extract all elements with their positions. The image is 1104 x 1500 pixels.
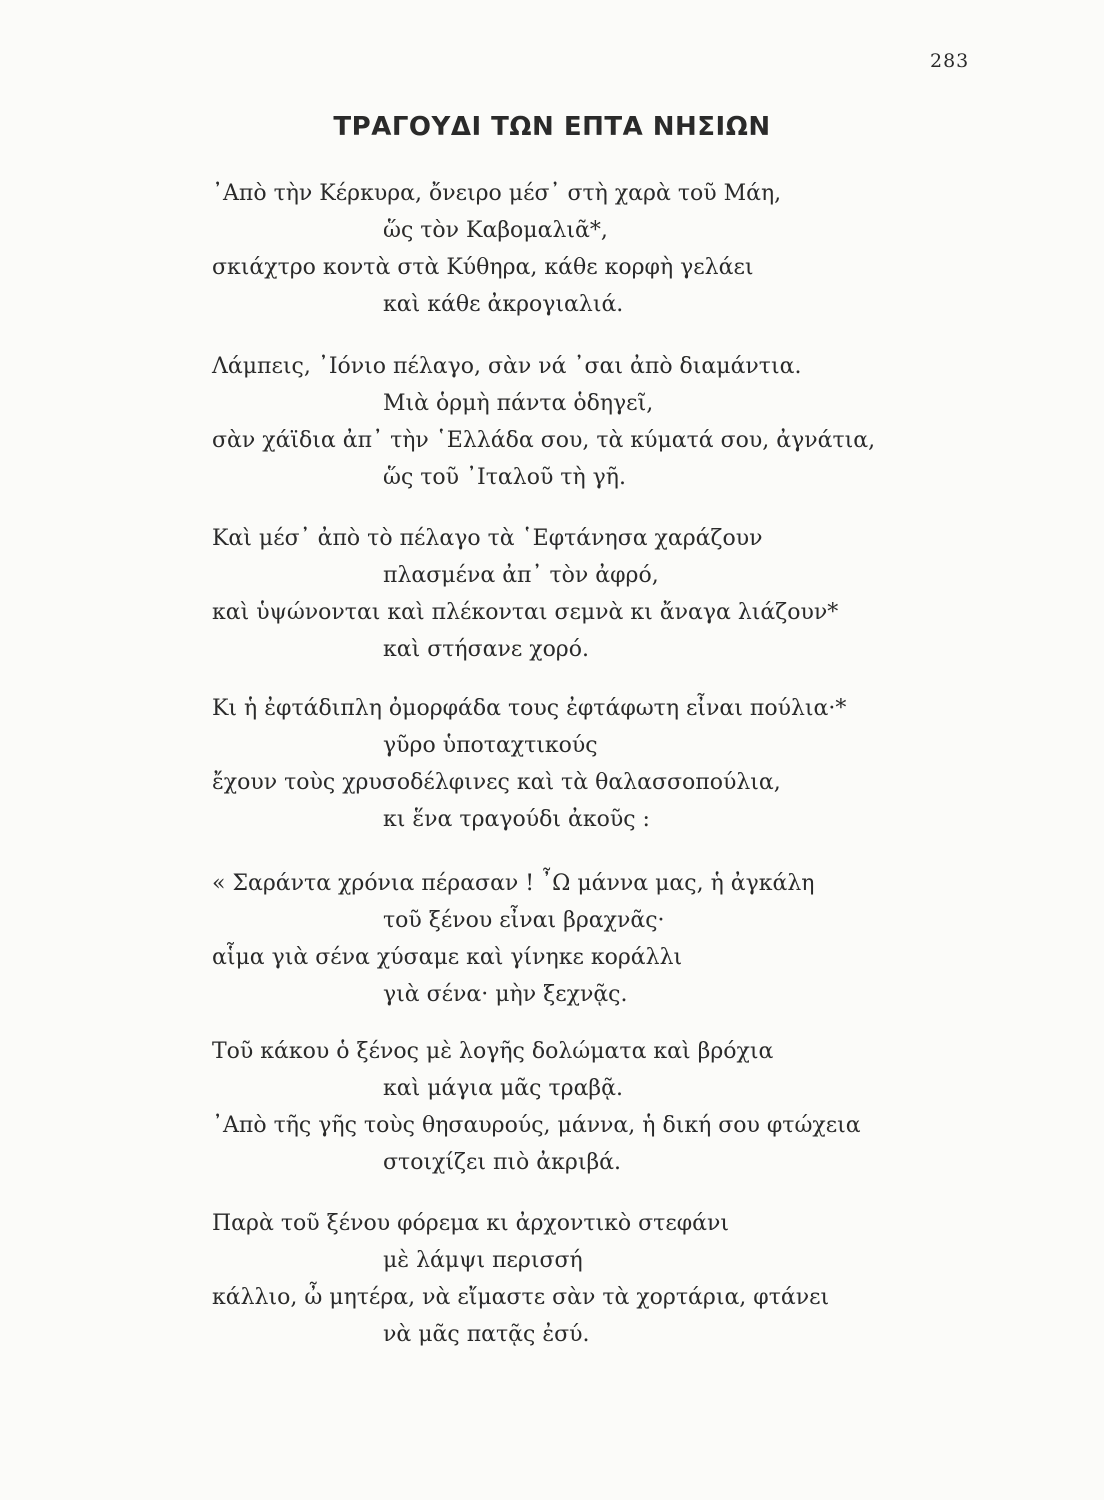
poem-line: Λάμπεις, ᾿Ιόνιο πέλαγο, σὰν νά ᾿σαι ἀπὸ διαμάντια. bbox=[212, 354, 802, 379]
poem-line: ᾿Απὸ τῆς γῆς τοὺς θησαυρούς, μάννα, ἡ δική σου φτώχεια bbox=[212, 1113, 861, 1138]
poem-line: νὰ μᾶς πατᾷς ἐσύ. bbox=[383, 1322, 590, 1347]
poem-line: καὶ κάθε ἀκρογιαλιά. bbox=[383, 292, 624, 317]
page-number: 283 bbox=[930, 50, 970, 72]
poem-line: Καὶ μέσ᾿ ἀπὸ τὸ πέλαγο τὰ ῾Εφτάνησα χαράζουν bbox=[212, 526, 763, 551]
poem-title: ΤΡΑΓΟΥΔΙ ΤΩΝ ΕΠΤΑ ΝΗΣΙΩΝ bbox=[333, 112, 771, 142]
poem-line: αἷμα γιὰ σένα χύσαμε καὶ γίνηκε κοράλλι bbox=[212, 945, 683, 970]
poem-line: ἔχουν τοὺς χρυσοδέλφινες καὶ τὰ θαλασσοπούλια, bbox=[212, 770, 781, 795]
poem-line: σκιάχτρο κοντὰ στὰ Κύθηρα, κάθε κορφὴ γελάει bbox=[212, 255, 754, 280]
poem-line: καὶ στήσανε χορό. bbox=[383, 637, 589, 662]
poem-line: Τοῦ κάκου ὁ ξένος μὲ λογῆς δολώματα καὶ βρόχια bbox=[212, 1039, 774, 1064]
poem-line: καὶ ὑψώνονται καὶ πλέκονται σεμνὰ κι ἄναγα λιάζουν* bbox=[212, 600, 839, 625]
poem-line: Παρὰ τοῦ ξένου φόρεμα κι ἀρχοντικὸ στεφάνι bbox=[212, 1211, 729, 1236]
poem-line: σὰν χάϊδια ἀπ᾿ τὴν ῾Ελλάδα σου, τὰ κύματά σου, ἀγνάτια, bbox=[212, 428, 876, 453]
poem-line: καὶ μάγια μᾶς τραβᾷ. bbox=[383, 1076, 624, 1101]
poem-line: πλασμένα ἀπ᾿ τὸν ἀφρό, bbox=[383, 563, 659, 588]
poem-line: μὲ λάμψι περισσή bbox=[383, 1248, 583, 1273]
poem-line: στοιχίζει πιὸ ἀκριβά. bbox=[383, 1150, 622, 1175]
poem-line: τοῦ ξένου εἶναι βραχνᾶς· bbox=[383, 908, 665, 933]
poem-line: γῦρο ὑποταχτικούς bbox=[383, 733, 598, 758]
poem-line: ὥς τοῦ ᾿Ιταλοῦ τὴ γῆ. bbox=[383, 465, 626, 490]
poem-line: κι ἕνα τραγούδι ἀκοῦς : bbox=[383, 807, 650, 832]
poem-line: Κι ἡ ἐφτάδιπλη ὀμορφάδα τους ἐφτάφωτη εἶναι πούλια·* bbox=[212, 696, 847, 721]
poem-line: « Σαράντα χρόνια πέρασαν ! ῏Ω μάννα μας, ἡ ἀγκάλη bbox=[212, 871, 815, 896]
poem-line: κάλλιο, ὦ μητέρα, νὰ εἴμαστε σὰν τὰ χορτάρια, φτάνει bbox=[212, 1285, 830, 1310]
poem-line: γιὰ σένα· μὴν ξεχνᾷς. bbox=[383, 982, 628, 1007]
poem-line: ὥς τὸν Καβομαλιᾶ*, bbox=[383, 218, 608, 243]
poem-line: ᾿Απὸ τὴν Κέρκυρα, ὄνειρο μέσ᾿ στὴ χαρὰ τοῦ Μάη, bbox=[212, 181, 782, 206]
poem-line: Μιὰ ὁρμὴ πάντα ὁδηγεῖ, bbox=[383, 391, 654, 416]
